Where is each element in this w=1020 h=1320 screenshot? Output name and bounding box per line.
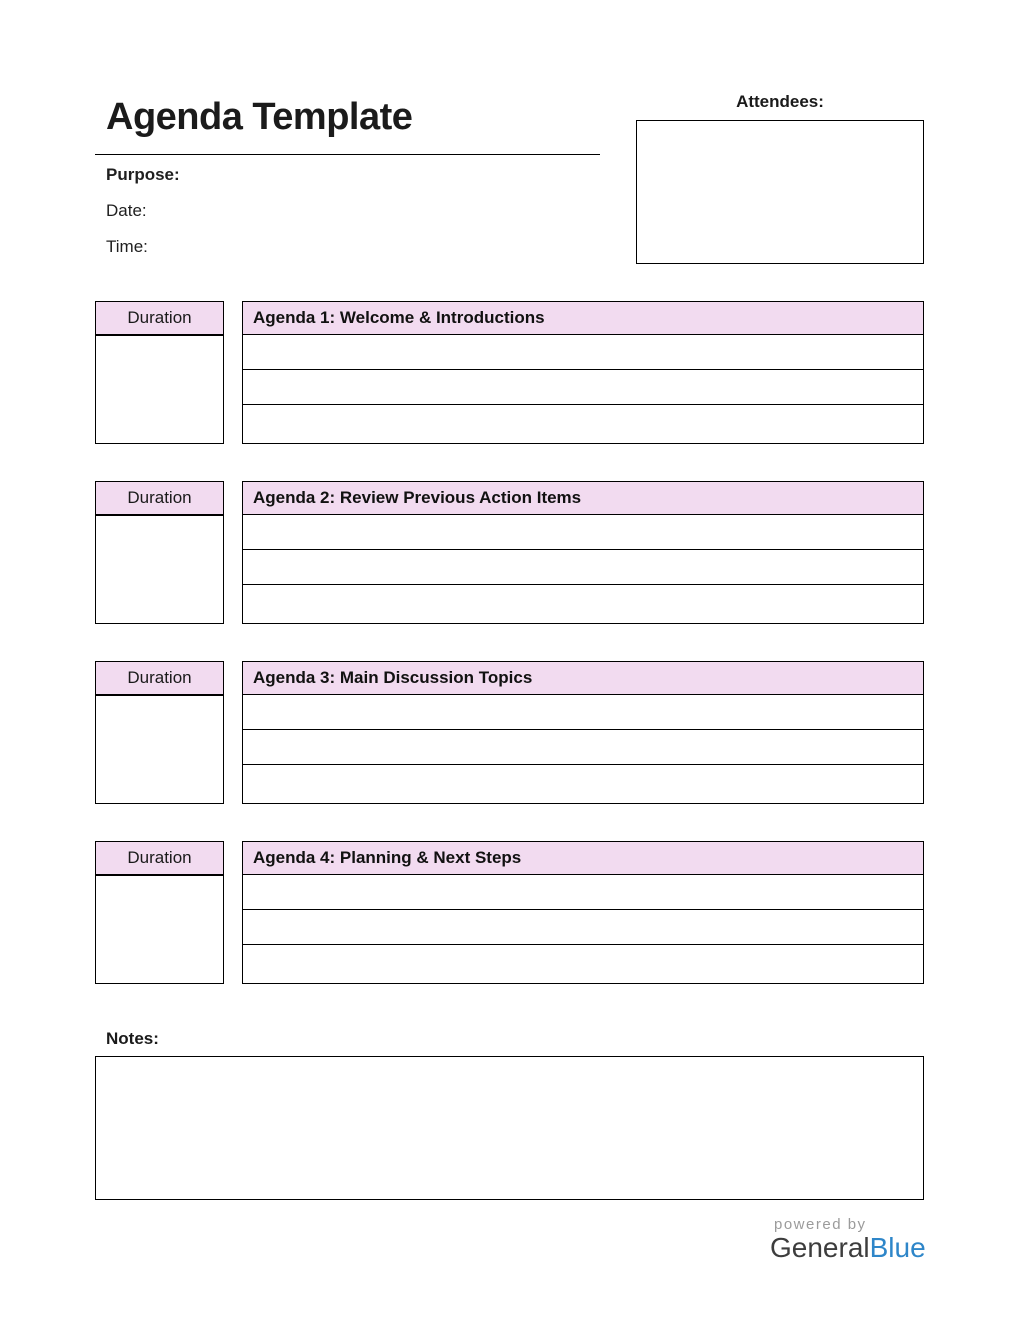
agenda-table bbox=[242, 841, 924, 984]
duration-header: Duration bbox=[96, 302, 223, 336]
page-title: Agenda Template bbox=[106, 96, 413, 138]
duration-table bbox=[95, 481, 224, 624]
duration-input-cell[interactable] bbox=[96, 696, 223, 803]
duration-input-cell[interactable] bbox=[96, 876, 223, 983]
purpose-label: Purpose: bbox=[106, 165, 180, 184]
notes-input-box[interactable] bbox=[95, 1056, 924, 1200]
agenda-section-3 bbox=[95, 661, 924, 804]
duration-table bbox=[95, 841, 224, 984]
time-label: Time: bbox=[106, 237, 148, 256]
duration-header: Duration bbox=[96, 842, 223, 876]
agenda-section-1 bbox=[95, 301, 924, 444]
agenda-row[interactable] bbox=[243, 730, 923, 765]
duration-header: Duration bbox=[96, 482, 223, 516]
footer-brand-block bbox=[770, 1216, 926, 1262]
date-label: Date: bbox=[106, 201, 147, 220]
agenda-row[interactable] bbox=[243, 875, 923, 910]
agenda-section-4 bbox=[95, 841, 924, 984]
agenda-1-header: Agenda 1: Welcome & Introductions bbox=[243, 302, 923, 335]
duration-input-cell[interactable] bbox=[96, 336, 223, 443]
agenda-table bbox=[242, 661, 924, 804]
agenda-table bbox=[242, 481, 924, 624]
agenda-row[interactable] bbox=[243, 695, 923, 730]
attendees-input-box[interactable] bbox=[636, 120, 924, 264]
attendees-label: Attendees: bbox=[736, 92, 824, 111]
agenda-row[interactable] bbox=[243, 765, 923, 800]
agenda-row[interactable] bbox=[243, 585, 923, 620]
agenda-2-header: Agenda 2: Review Previous Action Items bbox=[243, 482, 923, 515]
agenda-row[interactable] bbox=[243, 550, 923, 585]
agenda-row[interactable] bbox=[243, 335, 923, 370]
agenda-row[interactable] bbox=[243, 370, 923, 405]
notes-label: Notes: bbox=[106, 1029, 159, 1048]
powered-by-text: powered by bbox=[774, 1216, 867, 1233]
agenda-table bbox=[242, 301, 924, 444]
brand-general-text: General bbox=[770, 1232, 870, 1263]
agenda-row[interactable] bbox=[243, 405, 923, 440]
duration-table bbox=[95, 301, 224, 444]
agenda-row[interactable] bbox=[243, 910, 923, 945]
agenda-4-header: Agenda 4: Planning & Next Steps bbox=[243, 842, 923, 875]
brand-logo bbox=[770, 1234, 926, 1262]
agenda-3-header: Agenda 3: Main Discussion Topics bbox=[243, 662, 923, 695]
agenda-row[interactable] bbox=[243, 945, 923, 980]
agenda-section-2 bbox=[95, 481, 924, 624]
duration-header: Duration bbox=[96, 662, 223, 696]
agenda-row[interactable] bbox=[243, 515, 923, 550]
duration-input-cell[interactable] bbox=[96, 516, 223, 623]
title-divider bbox=[95, 154, 600, 155]
duration-table bbox=[95, 661, 224, 804]
brand-blue-text: Blue bbox=[869, 1232, 926, 1263]
